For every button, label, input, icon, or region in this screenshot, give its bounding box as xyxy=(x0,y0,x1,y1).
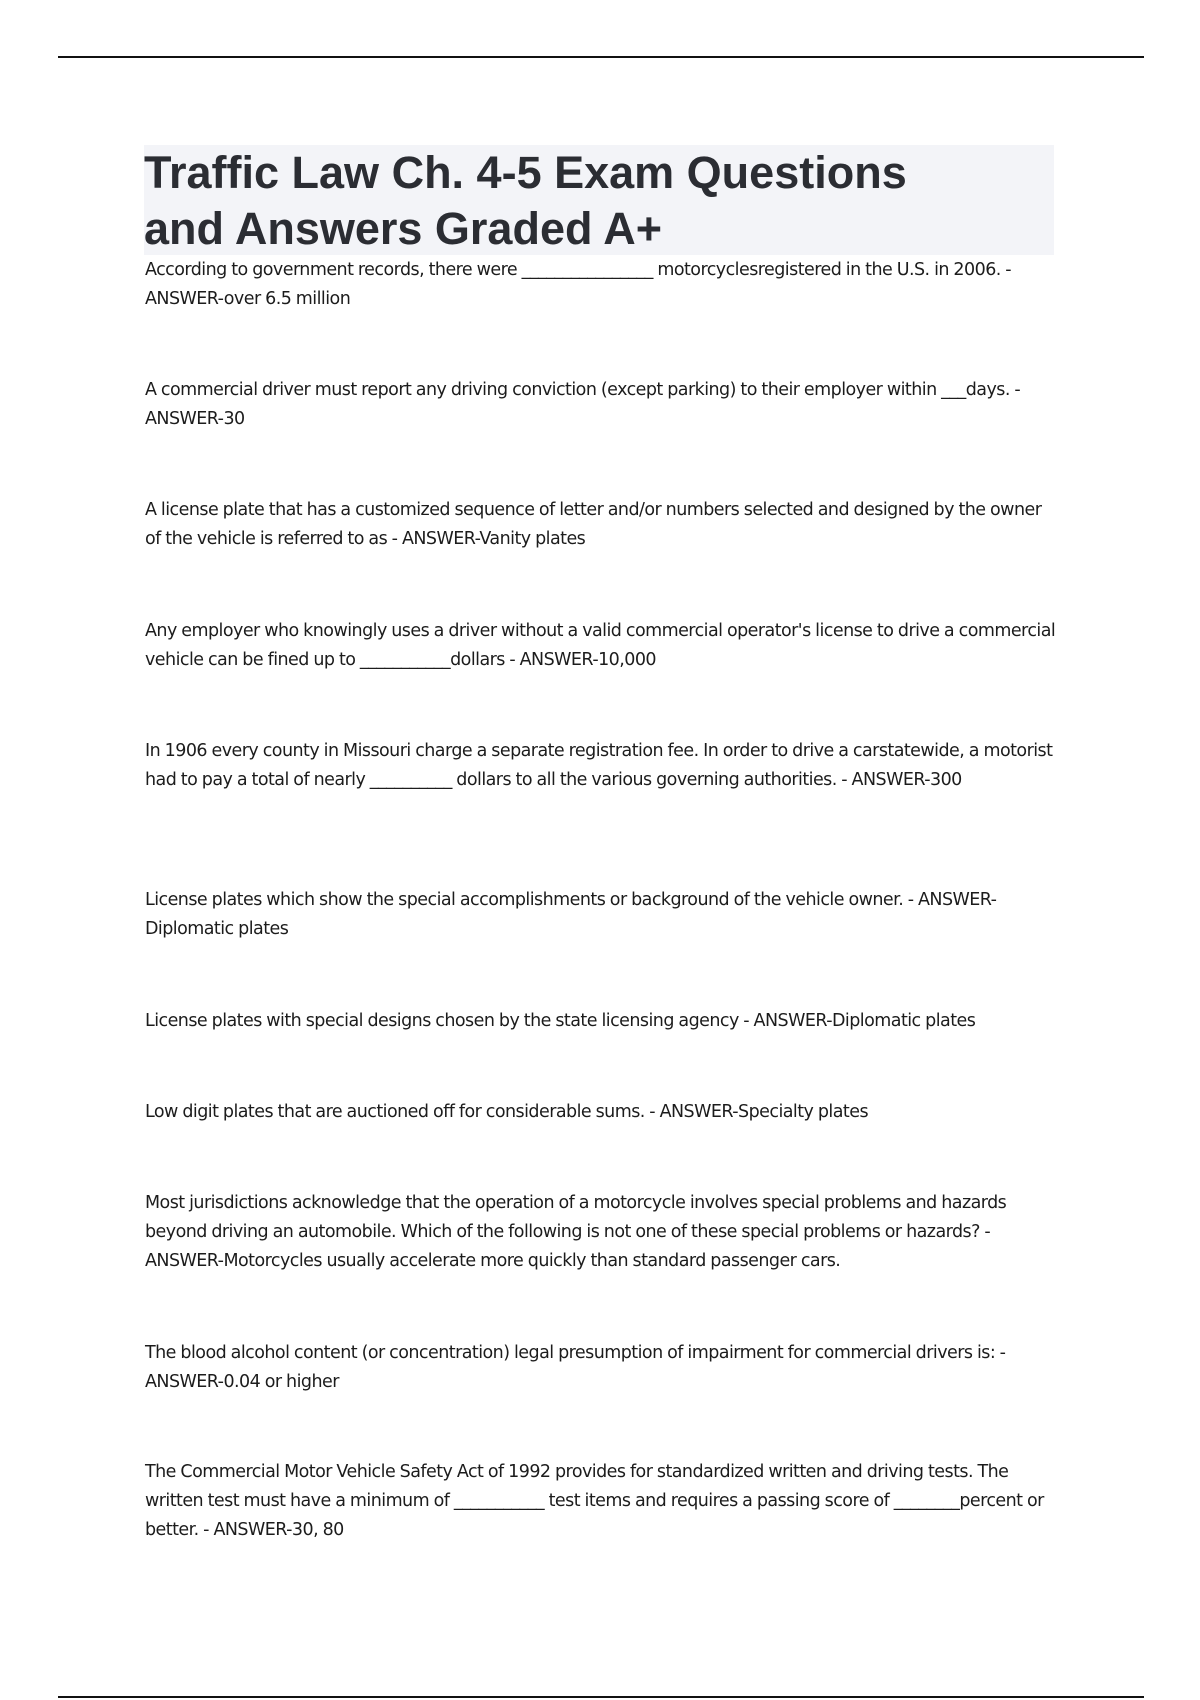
qa-item: Low digit plates that are auctioned off for considerable sums. - ANSWER-Specialty plates xyxy=(145,1102,869,1122)
qa-item: A license plate that has a customized sequence of letter and/or numbers selected and designed by the owner of the vehicle is referred to as - ANSWER-Vanity plates xyxy=(145,500,1042,549)
qa-item: In 1906 every county in Missouri charge a separate registration fee. In order to drive a carstatewide, a motorist had to pay a total of nearly __________ dollars to all the various governing authorities. - ANSWER-300 xyxy=(145,741,1053,790)
qa-item: Most jurisdictions acknowledge that the operation of a motorcycle involves special problems and hazards beyond driving an automobile. Which of the following is not one of these special problems or hazards? - ANSWER-Motorcycles usually accelerate more quickly than standard passenger cars. xyxy=(145,1193,1007,1271)
top-rule xyxy=(58,56,1144,58)
qa-item: Any employer who knowingly uses a driver without a valid commercial operator's license to drive a commercial vehicle can be fined up to ___________dollars - ANSWER-10,000 xyxy=(145,621,1056,670)
bottom-rule xyxy=(58,1696,1144,1698)
qa-item: A commercial driver must report any driving conviction (except parking) to their employer within ___days. - ANSWER-30 xyxy=(145,380,1021,429)
qa-item: According to government records, there were ________________ motorcyclesregistered in the U.S. in 2006. - ANSWER-over 6.5 million xyxy=(145,260,1012,309)
document-title-line-2: and Answers Graded A+ xyxy=(144,203,663,254)
qa-item: License plates with special designs chosen by the state licensing agency - ANSWER-Diplomatic plates xyxy=(145,1011,976,1031)
document-title-line-1: Traffic Law Ch. 4-5 Exam Questions xyxy=(144,147,907,198)
document-title xyxy=(144,145,1054,255)
qa-item: License plates which show the special accomplishments or background of the vehicle owner. - ANSWER-Diplomatic plates xyxy=(145,890,997,939)
qa-item: The blood alcohol content (or concentration) legal presumption of impairment for commercial drivers is: - ANSWER-0.04 or higher xyxy=(145,1343,1006,1392)
qa-item: The Commercial Motor Vehicle Safety Act of 1992 provides for standardized written and driving tests. The written test must have a minimum of ___________ test items and requires a passing score of ________percent or better. - ANSWER-30, 80 xyxy=(145,1462,1044,1540)
